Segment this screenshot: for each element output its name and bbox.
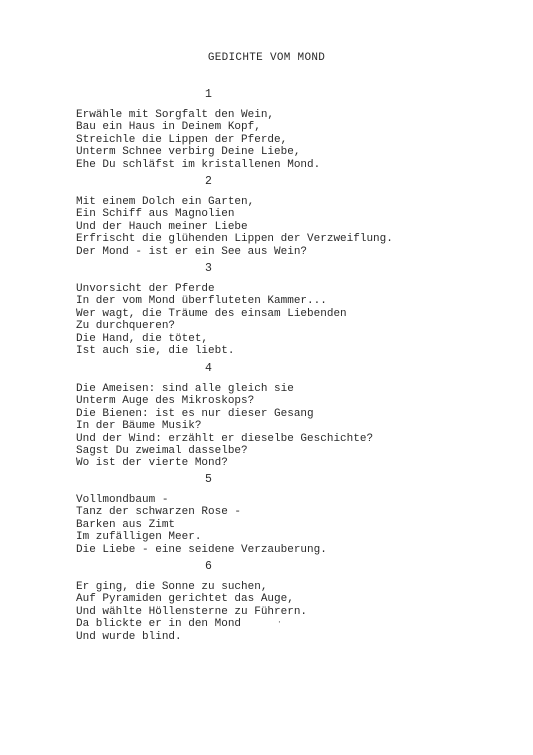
poem-line: Auf Pyramiden gerichtet das Auge, <box>76 593 294 606</box>
poem-line: Unterm Schnee verbirg Deine Liebe, <box>76 146 301 159</box>
poem-number: 1 <box>205 88 212 101</box>
poem-line: Da blickte er in den Mond <box>76 618 242 631</box>
poem-line: Und der Wind: erzählt er dieselbe Geschichte? <box>76 432 374 445</box>
poem-line: Streichle die Lippen der Pferde, <box>76 133 288 146</box>
poem-line: Unvorsicht der Pferde <box>76 283 215 295</box>
poem-line: In der Bäume Musik? <box>76 420 202 433</box>
poem-line: Wer wagt, die Träume des einsam Liebenden <box>76 307 347 320</box>
poem-line: Und wählte Höllensterne zu Führern. <box>76 605 308 618</box>
poem-line: Tanz der schwarzen Rose - <box>76 506 242 519</box>
poem-line: Erfrischt die glühenden Lippen der Verzweiflung. <box>76 233 393 246</box>
page-title: GEDICHTE VOM MOND <box>207 52 326 64</box>
poem-2 <box>76 175 516 258</box>
poem-line: Ein Schiff aus Magnolien <box>76 208 235 221</box>
poem-line: Er ging, die Sonne zu suchen, <box>76 581 268 593</box>
poem-line: Die Ameisen: sind alle gleich sie <box>76 383 294 395</box>
poem-line: Die Bienen: ist es nur dieser Gesang <box>76 407 314 420</box>
poem-line: Und der Hauch meiner Liebe <box>76 220 248 233</box>
poem-number: 3 <box>205 262 212 275</box>
poem-line: Ehe Du schläfst im kristallenen Mond. <box>76 158 321 171</box>
poem-6 <box>76 560 516 643</box>
poem-line: Unterm Auge des Mikroskops? <box>76 395 255 408</box>
poem-line: Die Liebe - eine seidene Verzauberung. <box>76 543 327 556</box>
poem-number: 6 <box>205 560 212 573</box>
poem-line: Mit einem Dolch ein Garten, <box>76 196 255 208</box>
poem-line: Der Mond - ist er ein See aus Wein? <box>76 245 308 258</box>
poem-line: Vollmondbaum - <box>76 494 169 506</box>
poem-line: Barken aus Zimt <box>76 518 176 531</box>
poem-number: 4 <box>205 362 212 375</box>
poem-line: In der vom Mond überfluteten Kammer... <box>76 295 327 308</box>
stray-mark: · <box>277 618 282 627</box>
poem-line: Die Hand, die tötet, <box>76 332 209 345</box>
poem-line: Ist auch sie, die liebt. <box>76 345 235 358</box>
poem-line: Und wurde blind. <box>76 630 182 643</box>
poem-line: Erwähle mit Sorgfalt den Wein, <box>76 109 275 121</box>
poem-3 <box>76 262 516 357</box>
poem-number: 2 <box>205 175 212 188</box>
poem-line: Bau ein Haus in Deinem Kopf, <box>76 121 261 134</box>
poem-1 <box>76 88 516 171</box>
poem-line: Sagst Du zweimal dasselbe? <box>76 445 248 458</box>
poem-line: Zu durchqueren? <box>76 320 176 333</box>
poem-line: Im zufälligen Meer. <box>76 531 202 544</box>
poem-line: Wo ist der vierte Mond? <box>76 457 228 470</box>
poem-5 <box>76 473 516 556</box>
poem-4 <box>76 362 516 470</box>
poem-number: 5 <box>205 473 212 486</box>
